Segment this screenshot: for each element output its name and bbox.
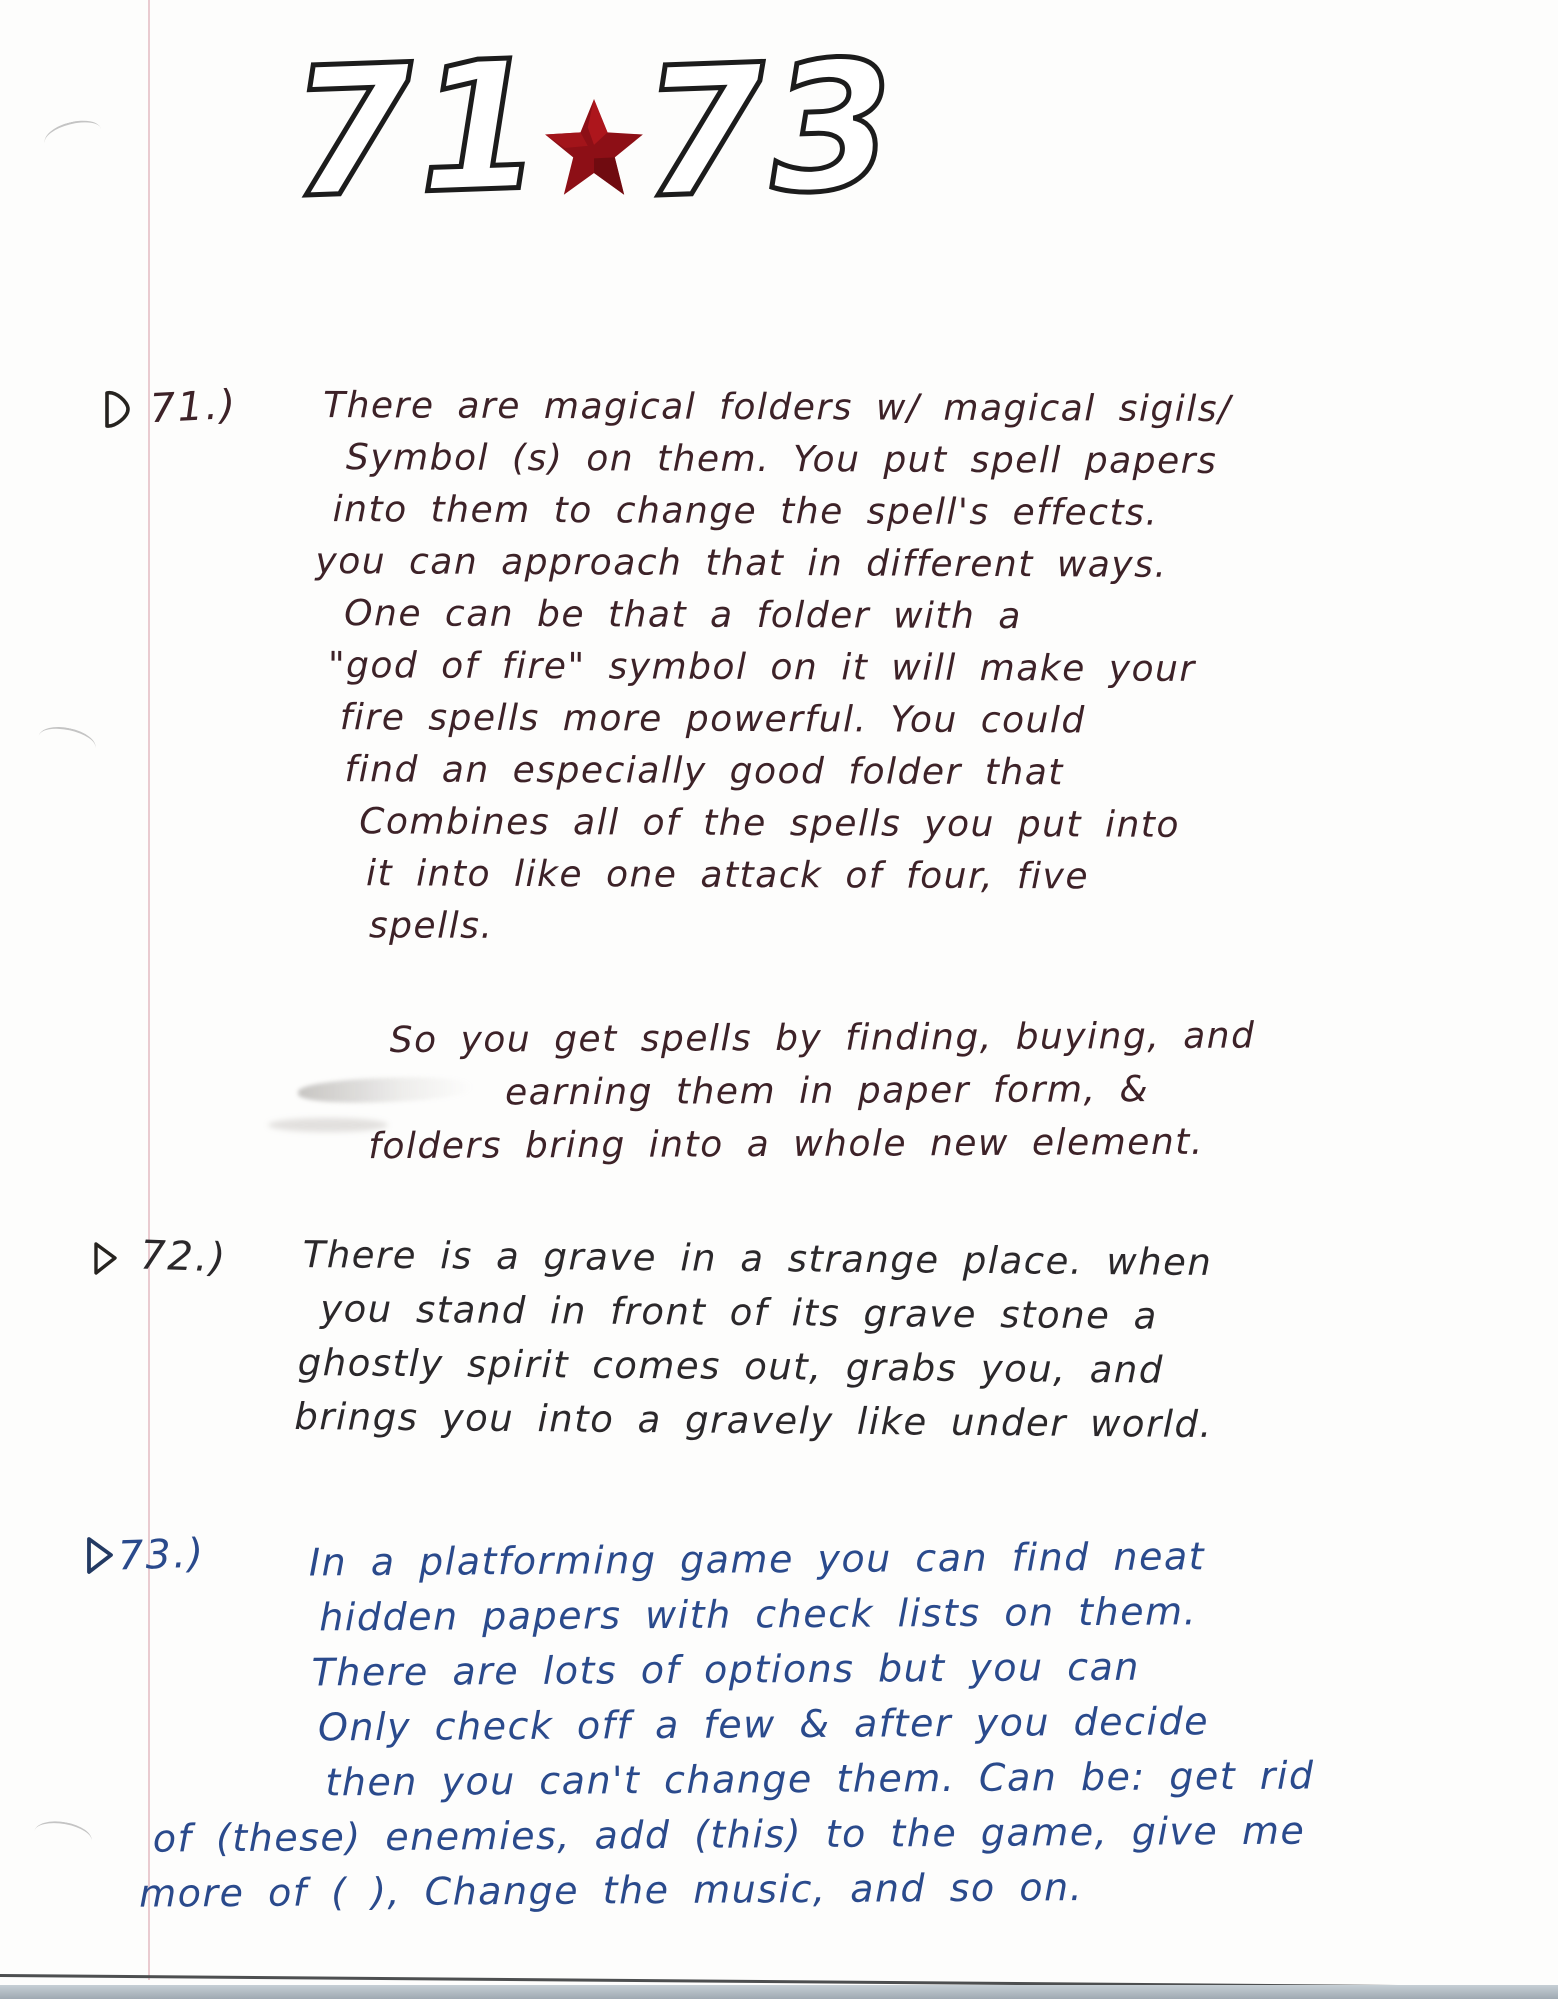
section-number-73: 73.) xyxy=(117,1530,206,1580)
handwritten-line: In a platforming game you can find neat xyxy=(308,1534,1206,1585)
handwritten-line: folders bring into a whole new element. xyxy=(368,1121,1204,1168)
eraser-smudge xyxy=(268,1118,388,1132)
handwritten-line: Combines all of the spells you put into xyxy=(359,801,1181,846)
handwritten-line: fire spells more powerful. You could xyxy=(339,697,1086,742)
handwritten-line: Only check off a few & after you decide xyxy=(317,1699,1210,1750)
title-numeral-73: 73 xyxy=(638,21,901,238)
handwritten-line: it into like one attack of four, five xyxy=(366,853,1090,898)
scanner-background-band xyxy=(0,1985,1558,1999)
handwritten-line: ghostly spirit comes out, grabs you, and xyxy=(297,1341,1165,1392)
handwritten-line: hidden papers with check lists on them. xyxy=(319,1589,1198,1640)
handwritten-line: then you can't change them. Can be: get rid xyxy=(325,1753,1315,1805)
paper-curl-mark xyxy=(32,1817,94,1855)
section-number-71: 71.) xyxy=(148,381,239,433)
paper-curl-mark xyxy=(36,722,99,761)
handwritten-line: into them to change the spell's effects. xyxy=(332,489,1159,534)
handwritten-line: There are magical folders w/ magical sigils/ xyxy=(323,385,1232,431)
page-title xyxy=(286,21,901,238)
handwritten-line: you can approach that in different ways. xyxy=(315,541,1168,586)
handwritten-line: spells. xyxy=(368,905,494,947)
paper-curl-mark xyxy=(41,115,104,156)
handwritten-line: There is a grave in a strange place. when xyxy=(302,1233,1213,1285)
triangle-bullet-icon xyxy=(82,1534,116,1578)
title-numeral-71: 71 xyxy=(286,21,550,238)
handwritten-line: find an especially good folder that xyxy=(344,749,1065,794)
section-72-paragraph xyxy=(289,1228,1214,1452)
notebook-margin-line xyxy=(148,0,150,1980)
handwritten-line: more of ( ), Change the music, and so on. xyxy=(139,1865,1084,1916)
section-number-72: 72.) xyxy=(139,1232,228,1282)
triangle-bullet-icon xyxy=(100,388,134,432)
handwritten-line: you stand in front of its grave stone a xyxy=(320,1287,1159,1338)
section-71-paragraph-1 xyxy=(299,380,1232,956)
handwritten-line: One can be that a folder with a xyxy=(344,593,1023,638)
handwritten-line: earning them in paper form, & xyxy=(504,1069,1150,1114)
handwritten-line: brings you into a gravely like under world. xyxy=(294,1395,1213,1447)
handwritten-line: So you get spells by finding, buying, and xyxy=(389,1015,1256,1062)
triangle-bullet-icon xyxy=(90,1240,120,1278)
handwritten-line: "god of fire" symbol on it will make your xyxy=(327,645,1196,690)
handwritten-line: Symbol (s) on them. You put spell papers xyxy=(345,437,1218,482)
handwritten-line: There are lots of options but you can xyxy=(311,1644,1141,1695)
handwritten-line: of (these) enemies, add (this) to the game, give me xyxy=(152,1808,1306,1861)
red-star-icon xyxy=(542,96,646,200)
